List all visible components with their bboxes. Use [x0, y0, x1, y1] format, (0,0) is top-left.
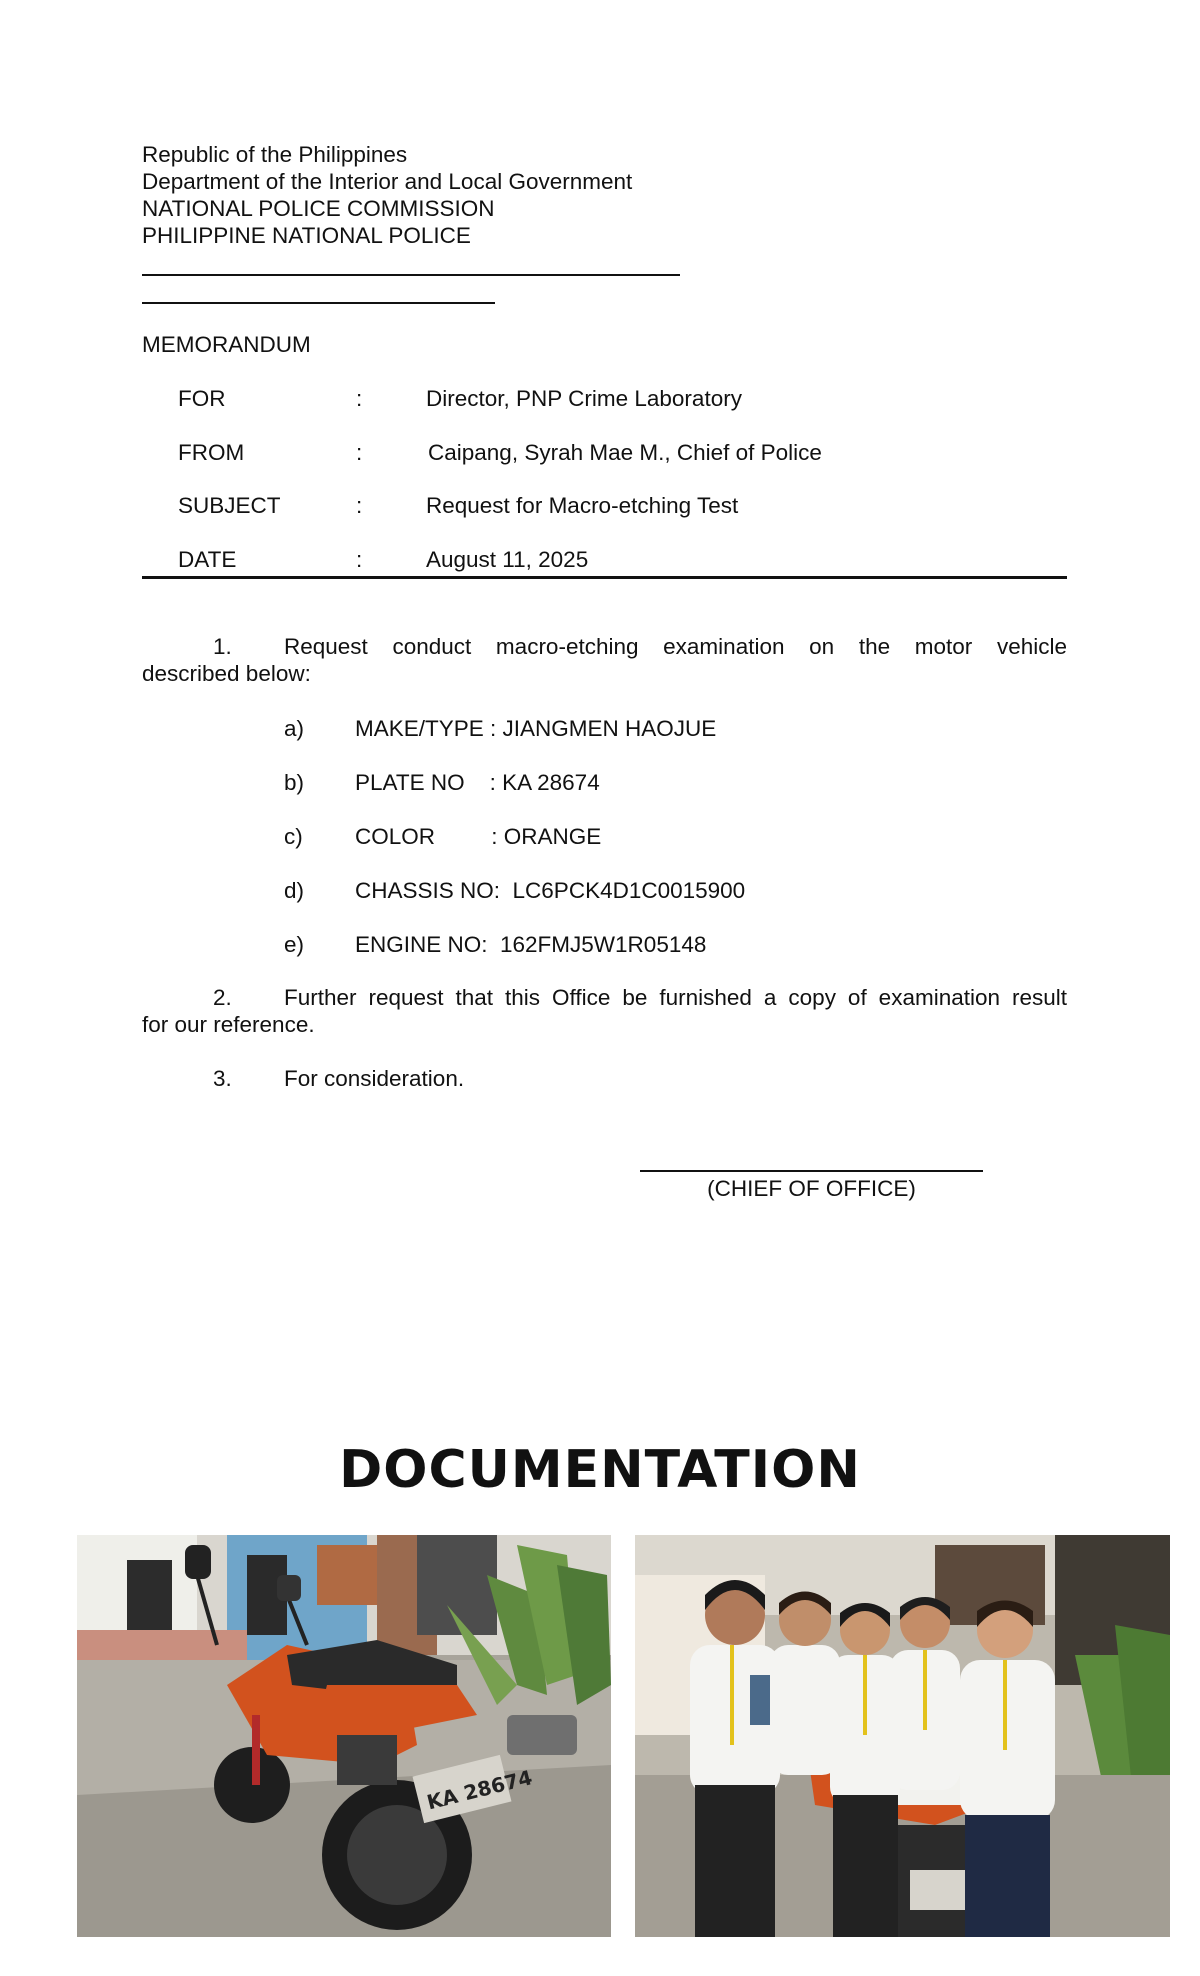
paragraph-1-line1: Request conduct macro-etching examination on the motor vehicle: [284, 634, 1067, 659]
item-letter: b): [284, 770, 305, 795]
header-republic: Republic of the Philippines: [142, 142, 408, 167]
item-letter: e): [284, 932, 305, 957]
item-letter: c): [284, 824, 303, 849]
paragraph-2-number: 2.: [213, 985, 232, 1010]
paragraph-2: [142, 984, 1067, 1038]
photo-plate-text: KA 28674: [424, 1765, 535, 1815]
header-pnp: PHILIPPINE NATIONAL POLICE: [142, 223, 471, 248]
memo-subject-colon: :: [356, 493, 363, 518]
memo-from-colon: :: [356, 440, 363, 465]
item-engine-no: ENGINE NO: 162FMJ5W1R05148: [355, 932, 707, 957]
paragraph-3-number: 3.: [213, 1066, 232, 1091]
signature-caption: (CHIEF OF OFFICE): [707, 1176, 916, 1201]
memo-subject-value: Request for Macro-etching Test: [426, 493, 739, 518]
item-chassis-no: CHASSIS NO: LC6PCK4D1C0015900: [355, 878, 746, 903]
paragraph-2-line1: Further request that this Office be furnished a copy of examination result: [284, 985, 1067, 1010]
memo-subject-label: SUBJECT: [178, 493, 281, 518]
signature-line: [640, 1170, 983, 1172]
item-plate-no: PLATE NO : KA 28674: [355, 770, 600, 795]
memo-date-value: August 11, 2025: [426, 547, 589, 572]
memo-divider: [142, 576, 1067, 579]
item-make-type: MAKE/TYPE : JIANGMEN HAOJUE: [355, 716, 717, 741]
documentation-title: DOCUMENTATION: [339, 1440, 861, 1500]
header-rule-1: [142, 274, 680, 276]
paragraph-3-text: For consideration.: [284, 1066, 465, 1091]
paragraph-1: [142, 633, 1067, 687]
item-letter: a): [284, 716, 305, 741]
item-color: COLOR : ORANGE: [355, 824, 602, 849]
photo-motorcycle: [77, 1535, 611, 1937]
memo-date-colon: :: [356, 547, 363, 572]
memo-for-label: FOR: [178, 386, 226, 411]
memo-title: MEMORANDUM: [142, 332, 311, 357]
paragraph-2-line2: for our reference.: [142, 1012, 315, 1037]
photo-group: [635, 1535, 1170, 1937]
header-napolcom: NATIONAL POLICE COMMISSION: [142, 196, 495, 221]
paragraph-1-number: 1.: [213, 634, 232, 659]
memo-for-colon: :: [356, 386, 363, 411]
memo-date-label: DATE: [178, 547, 237, 572]
item-letter: d): [284, 878, 305, 903]
memo-for-value: Director, PNP Crime Laboratory: [426, 386, 742, 411]
header-department: Department of the Interior and Local Government: [142, 169, 633, 194]
paragraph-1-line2: described below:: [142, 661, 311, 686]
header-rule-2: [142, 302, 495, 304]
memo-from-value: Caipang, Syrah Mae M., Chief of Police: [428, 440, 822, 465]
memo-from-label: FROM: [178, 440, 245, 465]
